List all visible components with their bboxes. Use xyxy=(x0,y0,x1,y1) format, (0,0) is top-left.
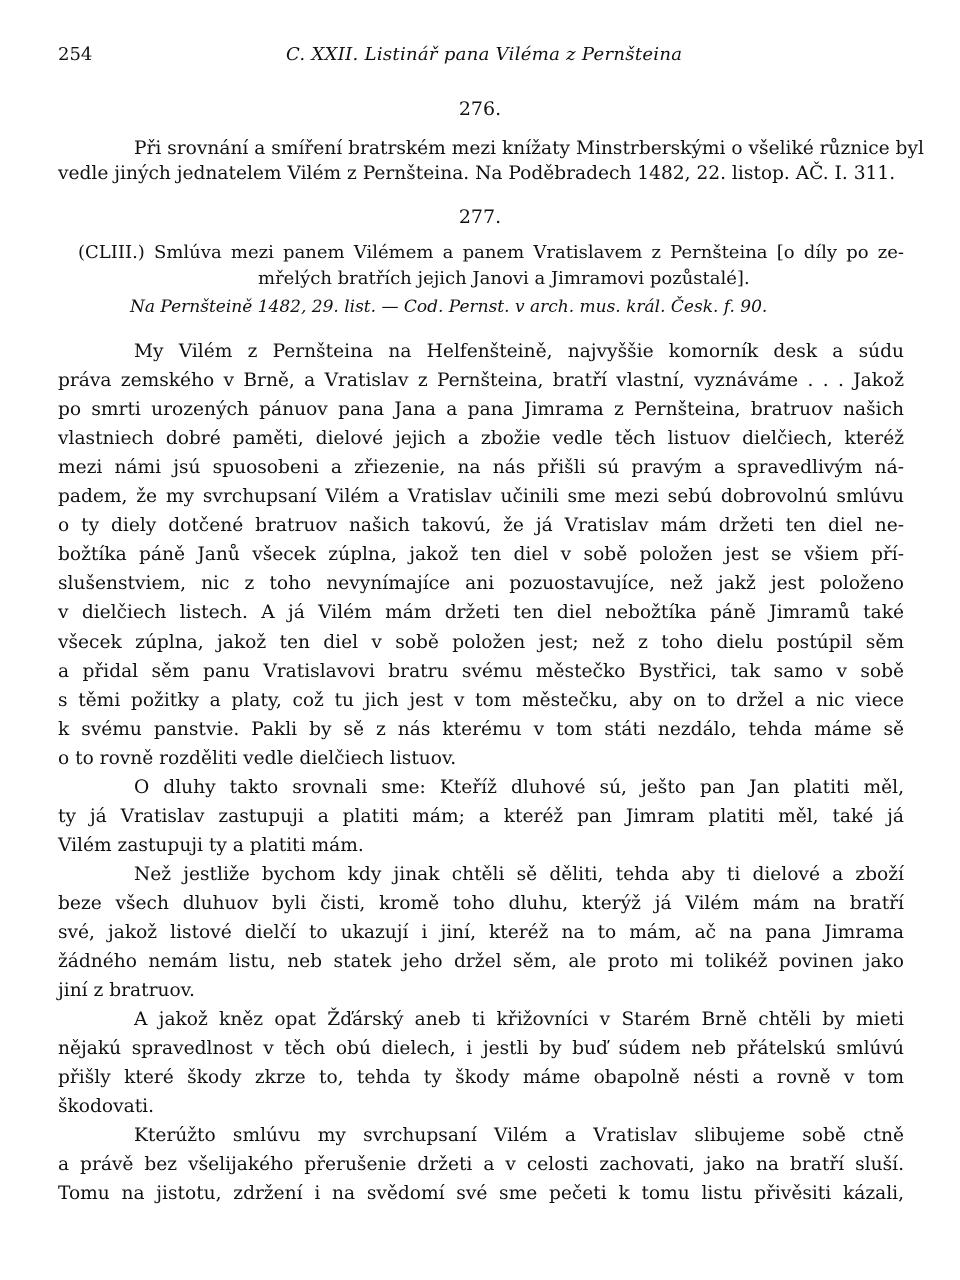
body-text-line: o ty diely dotčené bratruov našich takovú, že já Vratislav mám držeti ten diel ne- xyxy=(58,515,904,537)
body-text-line: a přidal sěm panu Vratislavovi bratru svému městečko Bystřici, tak samo v sobě xyxy=(58,660,904,682)
body-text-line: Vilém zastupuji ty a platiti mám. xyxy=(58,834,364,856)
entry-276-number: 276. xyxy=(458,98,502,120)
body-text-line: beze všech dluhuov byli čisti, kromě toho dluhu, kterýž já Vilém mám na bratří xyxy=(58,892,904,914)
page-header xyxy=(58,44,902,74)
body-text-line: božtíka páně Janů všecek zúplna, jakož ten diel v sobě položen jest se všiem pří- xyxy=(58,544,904,566)
entry-277-summary-line: mřelých bratřích jejich Janovi a Jimramovi pozůstalé]. xyxy=(258,268,750,289)
entry-276-line: Při srovnání a smíření bratrském mezi knížaty Minstrberskými o všeliké různice byl xyxy=(134,138,924,159)
body-text-line: přišly které škody zkrze to, tehda ty škody máme obapolně nésti a rovně v tom xyxy=(58,1067,904,1089)
body-text-line: v dielčiech listech. A já Vilém mám držeti ten diel nebožtíka páně Jimramů také xyxy=(58,602,904,624)
body-text-line: o to rovně rozděliti vedle dielčiech listuov. xyxy=(58,747,457,769)
body-text-line: O dluhy takto srovnali sme: Kteříž dluhové sú, ješto pan Jan platiti měl, xyxy=(134,776,904,798)
body-text-line: k svému panstvie. Pakli by sě z nás kterému v tom státi nezdálo, tehda máme sě xyxy=(58,718,904,740)
running-title: C. XXII. Listinář pana Viléma z Pernšteina xyxy=(286,44,683,65)
body-text-line: A jakož kněz opat Žďárský aneb ti křižovníci v Starém Brně chtěli by mieti xyxy=(134,1009,904,1031)
body-text-line: a právě bez všelijakého přerušenie držeti a v celosti zachovati, jako na bratří sluší. xyxy=(58,1154,904,1176)
body-text-line: po smrti urozených pánuov pana Jana a pana Jimrama z Pernšteina, bratruov našich xyxy=(58,399,904,421)
entry-277-source: Na Pernšteině 1482, 29. list. — Cod. Pernst. v arch. mus. král. Česk. f. 90. xyxy=(130,297,768,317)
body-text-line: své, jakož listové dielčí to ukazují i jiní, kteréž na to mám, ač na pana Jimrama xyxy=(58,922,904,943)
entry-277-number: 277. xyxy=(458,206,502,228)
body-text-line: všecek zúplna, jakož ten diel v sobě položen jest; než z toho dielu postúpil sěm xyxy=(58,631,904,653)
body-text-line: žádného nemám listu, neb statek jeho držel sěm, ale proto mi tolikéž povinen jako xyxy=(58,951,904,973)
body-text-line: mezi námi jsú spuosobeni a zřiezenie, na nás přišli sú pravým a spravedlivým ná- xyxy=(58,457,904,479)
body-text-line: slušenstviem, nic z toho nevynímajíce ani pozuostavujíce, než jakž jest položeno xyxy=(58,573,904,595)
body-text-line: ty já Vratislav zastupuji a platiti mám; a kteréž pan Jimram platiti měl, také já xyxy=(58,805,904,827)
body-text-line: vlastniech dobré paměti, dielové jejich a zbožie vedle těch listuov dielčiech, kteréž xyxy=(58,428,904,450)
entry-276-line: vedle jiných jednatelem Vilém z Pernšteina. Na Poděbradech 1482, 22. listop. AČ. I. 311. xyxy=(58,163,896,184)
body-text-line: Než jestliže bychom kdy jinak chtěli sě děliti, tehda aby ti dielové a zboží xyxy=(134,863,904,885)
body-text-line: škodovati. xyxy=(58,1096,155,1118)
body-text-line: jiní z bratruov. xyxy=(58,980,195,1002)
body-text-line: Tomu na jistotu, zdržení i na svědomí své sme pečeti k tomu listu přivěsiti kázali, xyxy=(58,1183,904,1205)
body-text-line: padem, že my svrchupsaní Vilém a Vratislav učinili sme mezi sebú dobrovolnú smlúvu xyxy=(58,486,904,508)
entry-277-summary-line: (CLIII.) Smlúva mezi panem Vilémem a panem Vratislavem z Pernšteina [o díly po ze- xyxy=(78,242,904,263)
body-text-line: My Vilém z Pernšteina na Helfenšteině, najvyššie komorník desk a súdu xyxy=(134,341,904,362)
body-text-line: nějakú spravedlnost v těch obú dielech, i jestli by buď súdem neb přátelskú smlúvú xyxy=(58,1038,904,1060)
page-number: 254 xyxy=(58,44,93,65)
body-text-line: práva zemského v Brně, a Vratislav z Pernšteina, bratří vlastní, vyznáváme . . . Jakož xyxy=(58,370,904,392)
body-text-line: Kterúžto smlúvu my svrchupsaní Vilém a Vratislav slibujeme sobě ctně xyxy=(134,1125,904,1147)
body-text-line: s těmi požitky a platy, což tu jich jest v tom městečku, aby on to držel a nic viece xyxy=(58,689,904,711)
